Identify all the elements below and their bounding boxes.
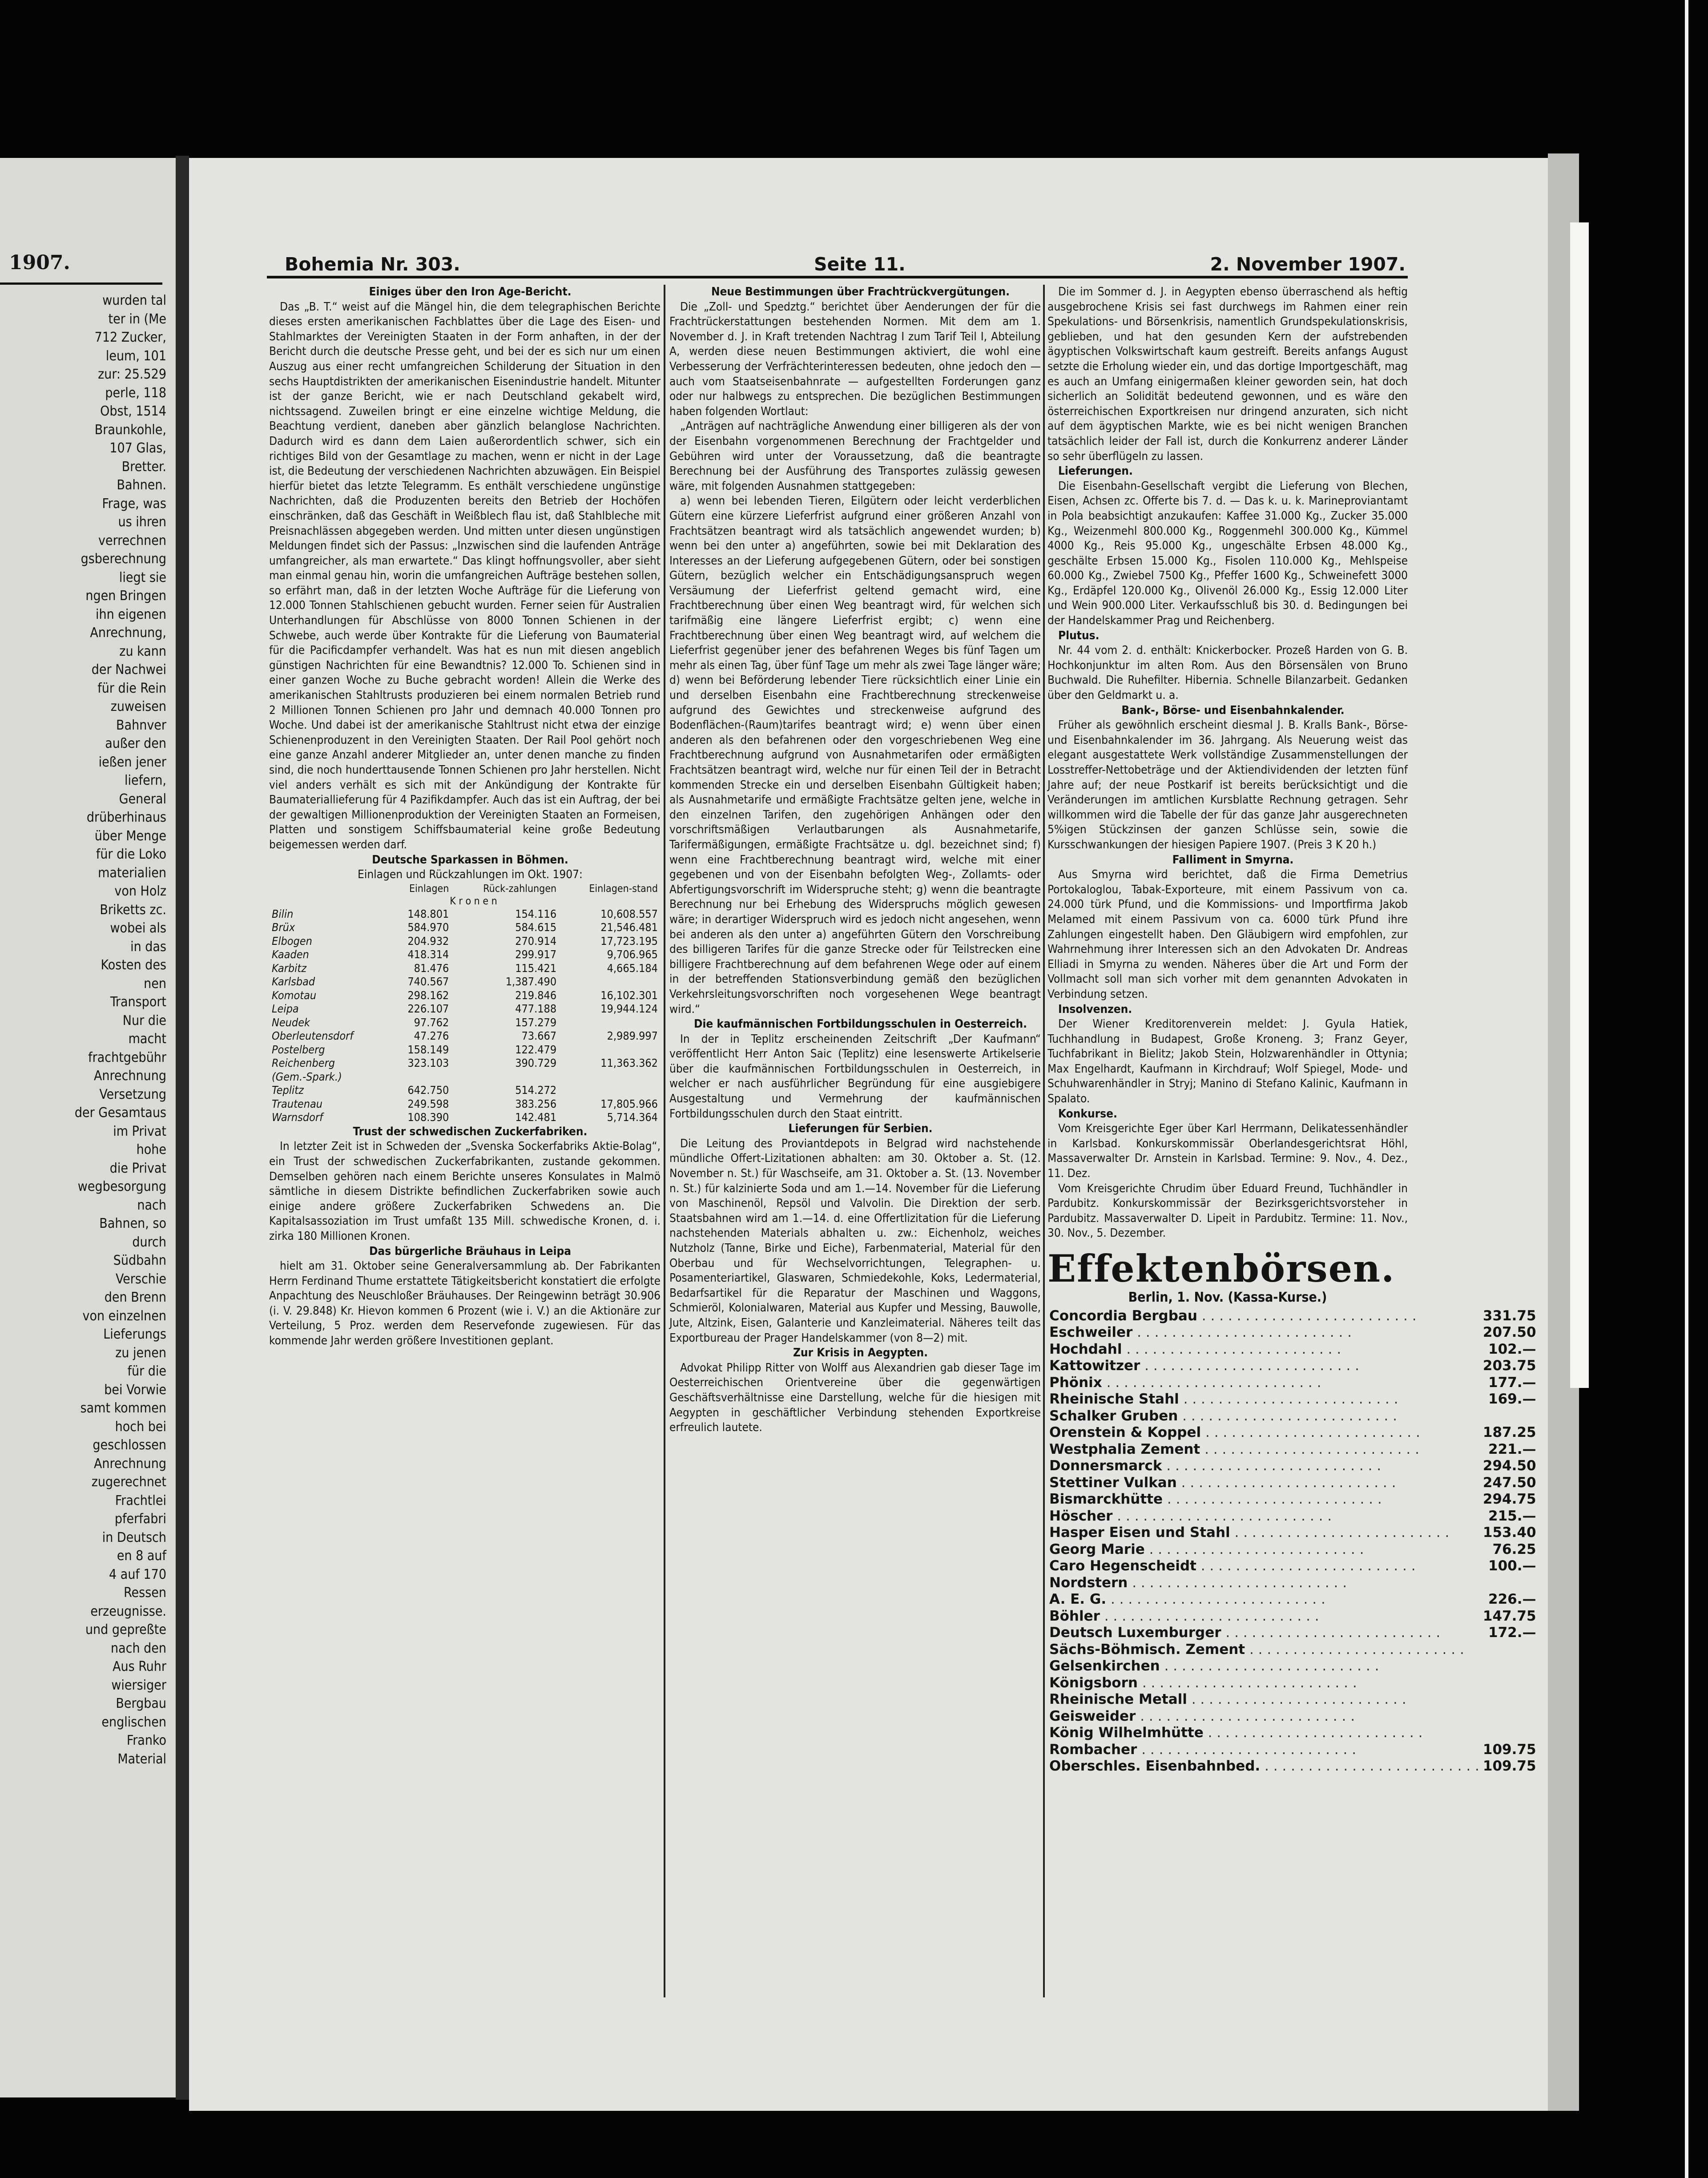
egypt-crisis-text: Advokat Philipp Ritter von Wolff aus Alexandrien gab dieser Tage im Oesterreichischen Orientvereine über die gegenwärtigen Geschäftsverhältnisse eine Darstellung, welche für die hiesigen mit Aegypten in geschäftlicher Verbindung stehenden Exportkreise erfreulich lautete. (669, 1361, 1041, 1435)
stock-price (1481, 1675, 1538, 1692)
left-page-date: 1907. (9, 251, 70, 274)
stock-name: Nordstern . . . (1047, 1575, 1481, 1592)
stock-name: Schalker Gruben . . . (1047, 1408, 1481, 1425)
page-header (285, 254, 1406, 276)
savings-value: 249.598 (407, 1097, 449, 1110)
stock-quote-row (1047, 1558, 1538, 1575)
stock-name: A. E. G. . . . (1047, 1591, 1481, 1608)
savings-value: 740.567 (407, 975, 449, 988)
savings-value: 10,608.557 (600, 907, 658, 920)
stock-price: 109.75 (1482, 1758, 1536, 1775)
freight-text-3: a) wenn bei lebenden Tieren, Eilgütern oder leicht verderblichen Gütern eine kürzere Lieferfrist aufgrund einer größeren Anzahl von Frachtsätzen beantragt wird als tatsächlich angewendet wurden; b) wenn bei den unter a) angeführten, sowie bei mit Deklaration des Interesses an der Lieferung aufgegebenen Gütern, oder bei sonstigen Gütern, bezüglich welcher ein Entschädigungsanspruch wegen Versäumung der Lieferfrist geltend gemacht wird, eine Frachtberechnung über einen Weg beantragt wird, für welchen sich tarifmäßig eine längere Lieferfrist ergibt; c) wenn eine Frachtberechnung über einen Weg beantragt wird, auf welchem die Lieferfrist gegenüber jener des befahrenen Weges bis fünf Tagen um mehr als einen Tag, über fünf Tage um mehr als zwei Tage länger wäre; d) wenn bei Beförderung lebender Tiere rücksichtlich einer Linie ein und derselben Eisenbahn eine Frachtberechnung streckenweise aufgrund des Gewichtes und streckenweise aufgrund des Bodenflächen-(Raum)tarifes beantragt wird; e) wenn über einen anderen als den befahrenen oder den vorgeschriebenen Weg eine Frachtberechnung aufgrund von Ausnahmetarifen oder ermäßigten Frachtsätzen beantragt wird, welche nur für einen Teil der in Betracht kommenden Strecke ein und derselben Eisenbahn Gültigkeit haben; als Ausnahmetarife und ermäßigte Frachtsätze gelten jene, welche in den einzelnen Tarifen, den zugehörigen Anhängen oder den vorschriftsmäßigen Verlautbarungen als Ausnahmetarife, Tarifermäßigungen, ermäßigte Frachtsätze u. dgl. bezeichnet sind; f) wenn eine Frachtberechnung beantragt wird, welche mit einer gegebenen und von der Eisenbahn befolgten Weg-, Zollamts- oder Abfertigungsvorschrift im Widerspruche steht; g) wenn die beantragte Berechnung nur bei Erhebung des Widerspruchs möglich gewesen wäre; in derartiger Widerspruch wird es jedoch nicht angesehen, wenn bei anderen als den unter a) angeführten Gütern den Vorschreibung des billigeren Tarifes für die ganze Strecke oder für Teilstrecken eine billigere Frachtberechnung auf dem befahrenen Wege oder auf einem in der betreffenden Stationsverbindung gemäß den bezüglichen Verkehrsleitungsvorschriften noch vorgesehenen Wege beantragt wird.“ (669, 494, 1041, 1016)
stock-name: Phönix . . . (1047, 1375, 1481, 1392)
egypt-crisis-title: Zur Krisis in Aegypten. (793, 1346, 928, 1360)
stock-quote-row (1047, 1575, 1538, 1592)
stock-price: 147.75 (1482, 1608, 1536, 1624)
savings-value: 9,706.965 (607, 948, 658, 961)
column-3 (1047, 285, 1536, 1775)
savings-title: Deutsche Sparkassen in Böhmen. (372, 853, 568, 867)
savings-col-balance: Einlagen-stand (589, 883, 658, 895)
savings-place: Bilin (272, 907, 294, 920)
savings-value (559, 1084, 661, 1097)
savings-value: 81.476 (414, 961, 449, 975)
stock-price: 247.50 (1482, 1474, 1536, 1491)
stock-name: Concordia Bergbau . . . (1047, 1308, 1481, 1325)
sugar-trust-text: In letzter Zeit ist in Schweden der „Svenska Sockerfabriks Aktie-Bolag“, ein Trust der schwedischen Zuckerfabrikanten, zustande gekommen. Demselben gehören nach einem Berichte unseres Konsulates in Malmö sämtliche in diesem Distrikte befindlichen Zuckerfabriken sowie auch einige andere größere Zuckerfabriken Schwedens an. Die Kapitalsassoziation im Trust umfaßt 135 Mill. schwedische Kronen, d. i. zirka 180 Millionen Kronen. (269, 1140, 661, 1243)
stock-name: Sächs-Böhmisch. Zement . . . (1047, 1642, 1481, 1658)
savings-row (269, 1057, 661, 1070)
stock-quote-row (1047, 1308, 1538, 1325)
savings-row (269, 1016, 661, 1030)
stock-name: Donnersmarck . . . (1047, 1458, 1481, 1475)
savings-value: 4,665.184 (607, 961, 658, 975)
savings-row (269, 1084, 661, 1097)
stock-name: Rombacher . . . (1047, 1742, 1481, 1759)
savings-value: 115.421 (515, 961, 557, 975)
savings-value (559, 1016, 661, 1030)
stock-price: 153.40 (1482, 1525, 1536, 1541)
savings-row (269, 962, 661, 976)
savings-place: Komotau (272, 988, 317, 1002)
stock-exchange-title: Effektenbörsen. (1047, 1246, 1395, 1291)
savings-col-withdrawals: Rück-zahlungen (483, 883, 557, 895)
bankruptcies-title: Konkurse. (1058, 1107, 1117, 1121)
stock-name: Westphalia Zement . . . (1047, 1441, 1481, 1458)
stock-price: 294.50 (1482, 1458, 1536, 1474)
savings-row (269, 1029, 661, 1043)
commercial-schools-text: In der in Teplitz erscheinenden Zeitschrift „Der Kaufmann“ veröffentlicht Herr Anton Saic (Teplitz) eine lesenswerte Artikelserie über die kaufmännischen Fortbildungsschulen in Oesterreich, in welcher er nach ausführlicher Begründung für eine ausgiebigere Ausgestaltung und Vermehrung der kaufmännischen Fortbildungsschulen durch den Staat eintritt. (669, 1032, 1041, 1121)
savings-unit: K r o n e n (450, 895, 497, 907)
stock-quote-row (1047, 1491, 1538, 1508)
brewery-text: hielt am 31. Oktober seine Generalversammlung ab. Der Fabrikanten Herrn Ferdinand Thume erstattete Tätigkeitsbericht konstatiert die erfolgte Anpachtung des Neuschloßer Bräuhauses. Der Reingewinn beträgt 30.906 (i. V. 29.848) Kr. Hievon kommen 6 Prozent (wie i. V.) an die Aktionäre zur Verteilung, 5 Proz. werden dem Reservefonde zugewiesen. Für das kommende Jahr werden größere Investitionen geplant. (269, 1259, 661, 1348)
header-date: 2. November 1907. (1210, 254, 1406, 275)
stock-price (1481, 1691, 1538, 1708)
stock-name: Höscher . . . (1047, 1508, 1481, 1525)
savings-value: 477.188 (515, 1002, 557, 1016)
left-page-rule (0, 282, 162, 285)
savings-place: Karlsbad (272, 975, 315, 988)
stock-price: 76.25 (1492, 1541, 1536, 1557)
savings-place: Trautenau (272, 1097, 323, 1110)
savings-place: Kaaden (272, 948, 309, 961)
savings-row (269, 975, 661, 989)
savings-value: 298.162 (407, 988, 449, 1002)
savings-value: 148.801 (407, 907, 449, 920)
stock-name: Gelsenkirchen . . . (1047, 1658, 1481, 1675)
column-1 (269, 285, 661, 1349)
stock-exchange-subtitle: Berlin, 1. Nov. (Kassa-Kurse.) (1128, 1290, 1327, 1305)
savings-value: 514.272 (515, 1084, 557, 1097)
stock-quote-row (1047, 1441, 1538, 1458)
savings-row (269, 1002, 661, 1016)
stock-quote-row (1047, 1475, 1538, 1492)
savings-place: Postelberg (272, 1043, 325, 1056)
insolvencies-title: Insolvenzen. (1058, 1002, 1132, 1016)
savings-place: Warnsdorf (272, 1111, 323, 1124)
stock-quote-row (1047, 1675, 1538, 1692)
savings-header-row (269, 883, 661, 895)
stock-price (1481, 1642, 1538, 1658)
savings-value: 21,546.481 (600, 921, 658, 934)
savings-value: 157.279 (515, 1016, 557, 1029)
page-gutter (176, 156, 189, 2100)
savings-row (269, 1070, 661, 1084)
stock-price (1481, 1408, 1538, 1425)
savings-col-deposits: Einlagen (409, 883, 449, 895)
insolvencies-text: Der Wiener Kreditorenverein meldet: J. Gyula Hatiek, Tuchhandlung in Budapest, Große Kroneng. 3; Franz Geyer, Tuchfabrikant in Bielitz; Jakob Stein, Holzwarenhändler in Ottynia; Max Engelhardt, Kaufmann in Kirchdrauf; Wolf Spiegel, Mode- und Schuhwarenhändler in Stryj; Manino di Stefano Kalinic, Kaufmann in Spalato. (1047, 1017, 1408, 1106)
savings-value (559, 1043, 661, 1057)
stock-name: Königsborn . . . (1047, 1675, 1481, 1692)
stock-quote-row (1047, 1658, 1538, 1675)
savings-place: Oberleutensdorf (272, 1029, 354, 1043)
plutus-text: Nr. 44 vom 2. d. enthält: Knickerbocker. Prozeß Harden von G. B. Hochkonjunktur im alten Rom. Aus den Börsensälen von Bruno Buchwald. Die Ruhefilter. Hibernia. Schnelle Bilanzarbeit. Gedanken über den Geldmarkt u. a. (1047, 644, 1408, 702)
savings-value: 47.276 (414, 1029, 449, 1043)
stock-price (1481, 1708, 1538, 1725)
stock-quote-row (1047, 1508, 1538, 1525)
stock-quote-row (1047, 1375, 1538, 1392)
stock-name: Stettiner Vulkan . . . (1047, 1475, 1481, 1492)
stock-name: Caro Hegenscheidt . . . (1047, 1558, 1481, 1575)
stock-price: 226.— (1488, 1591, 1536, 1608)
stock-price: 294.75 (1482, 1491, 1536, 1508)
savings-value: 584.615 (515, 921, 557, 934)
stock-quote-row (1047, 1708, 1538, 1725)
savings-row (269, 989, 661, 1003)
film-edge-line (1685, 0, 1688, 2178)
stock-price: 331.75 (1482, 1307, 1536, 1324)
savings-place: Reichenberg (272, 1057, 335, 1070)
savings-row (269, 1043, 661, 1057)
stock-price: 100.— (1488, 1558, 1536, 1574)
stock-price (1481, 1725, 1538, 1742)
stock-price: 215.— (1488, 1508, 1536, 1524)
stock-price: 109.75 (1482, 1741, 1536, 1758)
stock-price: 203.75 (1482, 1358, 1536, 1374)
stock-price: 207.50 (1482, 1324, 1536, 1341)
savings-value: 323.103 (407, 1057, 449, 1070)
savings-row (269, 948, 661, 962)
savings-place: Neudek (272, 1016, 310, 1029)
stock-price: 221.— (1488, 1441, 1536, 1457)
savings-place: (Gem.-Spark.) (272, 1070, 342, 1083)
stock-name: Geisweider . . . (1047, 1708, 1481, 1725)
stock-name: Orenstein & Koppel . . . (1047, 1424, 1481, 1441)
serbia-deliveries-text: Die Leitung des Proviantdepots in Belgrad wird nachstehende mündliche Offert-Lizitationen abhalten: am 30. Oktober a. St. (12. November n. St.) für Waschseife, am 31. Oktober a. St. (13. November n. St.) für kalzinierte Soda und am 1.—14. November für die Lieferung von Maschinenöl, Repsöl und Valvolin. Die Direktion der serb. Staatsbahnen wird am 1.—14. d. eine Offertlizitation für die Lieferung nachstehenden Materials abhalten u. zw.: Eichenholz, weiches Nutzholz (Tanne, Birke und Eiche), Farbenmaterial, Material für den Oberbau und für Wechselvorrichtungen, Telegraphen- u. Posamenteriartikel, Glaswaren, Schmiedekohle, Koks, Ledermaterial, Bedarfsartikel für die Reparatur der Maschinen und Waggons, Schmieröl, Kolonialwaren, Material aus Kupfer und Messing, Bauwolle, Jute, Altzink, Eisen, Galanterie und Kanzleimaterial. Näheres teilt das Exportbureau der Prager Handelskammer (von 8—2) mit. (669, 1137, 1041, 1345)
savings-value (559, 1070, 661, 1084)
savings-value: 1,387.490 (505, 975, 557, 988)
freight-text-1: Die „Zoll- und Spedztg.“ berichtet über Aenderungen der für die Frachtrückerstattungen bestehenden Normen. Mit dem am 1. November d. J. in Kraft tretenden Nachtrag I zum Tarif Teil I, Abteilung A, werden diese neuen Bestimmungen aktiviert, die wohl eine Verbesserung der Verfrächterinteressen bedeuten, ohne jedoch den — auch vom Staatseisenbahnrate — aufgestellten Forderungen ganz oder nur halbwegs zu entsprechen. Die bezüglichen Bestimmungen haben folgenden Wortlaut: (669, 300, 1041, 418)
savings-place: Teplitz (272, 1084, 304, 1097)
plutus-title: Plutus. (1058, 629, 1100, 642)
stock-name: Böhler . . . (1047, 1608, 1481, 1625)
stock-name: Bismarckhütte . . . (1047, 1491, 1481, 1508)
calendar-text: Früher als gewöhnlich erscheint diesmal J. B. Kralls Bank-, Börse- und Eisenbahnkalender im 36. Jahrgang. Als Neuerung weist das elegant ausgestattete Werk vollständige Zusammenstellungen der Losstreffer-Nettobeträge und der Aktiendividenden der letzten fünf Jahre auf; der neue Postkarif ist bereits berücksichtigt und die Veränderungen im amtlichen Kursblatte Rechnung getragen. Sehr willkommen wird die Tabelle der für das ganze Jahr ausgerechneten 5%igen Stückzinsen der ganzen Schlüsse sein, sowie die Kursschwankungen der hiesigen Papiere 1907. (Preis 3 K 20 h.) (1047, 718, 1408, 851)
stock-quote-row (1047, 1341, 1538, 1358)
calendar-title: Bank-, Börse- und Eisenbahnkalender. (1121, 703, 1345, 717)
savings-value (388, 1070, 451, 1084)
stock-price: 177.— (1488, 1374, 1536, 1391)
savings-value: 226.107 (407, 1002, 449, 1016)
column-rule-2 (1043, 285, 1045, 1997)
header-rule (267, 276, 1408, 278)
savings-value: 108.390 (407, 1111, 449, 1124)
header-publication: Bohemia Nr. 303. (285, 254, 460, 275)
header-page-number: Seite 11. (814, 254, 906, 275)
savings-value: 383.256 (515, 1097, 557, 1110)
stock-quote-row (1047, 1758, 1538, 1775)
savings-value: 97.762 (414, 1016, 449, 1029)
stock-name: Oberschles. Eisenbahnbed. . . . (1047, 1758, 1481, 1775)
savings-place: Karbitz (272, 961, 307, 975)
stock-quote-row (1047, 1324, 1538, 1341)
savings-value: 5,714.364 (607, 1111, 658, 1124)
savings-value: 73.667 (521, 1029, 557, 1043)
savings-value: 11,363.362 (600, 1057, 658, 1070)
stock-quote-row (1047, 1742, 1538, 1759)
column-rule-1 (664, 285, 665, 1997)
stock-quotes-table (1047, 1308, 1538, 1775)
savings-value: 418.314 (407, 948, 449, 961)
savings-value: 299.917 (515, 948, 557, 961)
savings-row (269, 935, 661, 948)
savings-value: 270.914 (515, 934, 557, 948)
iron-age-text: Das „B. T.“ weist auf die Mängel hin, die dem telegraphischen Berichte dieses ersten amerikanischen Fachblattes über die Lage des Eisen- und Stahlmarktes der Vereinigten Staaten in der Form anhaften, in der der Bericht durch die deutsche Presse geht, und bei der es sich nur um einen Auszug aus einer recht umfangreichen Schilderung der Situation in den sechs Hauptdistrikten der amerikanischen Eisenindustrie handelt. Mitunter ist der ganze Bericht, wie er nach Deutschland gekabelt wird, nichtssagend. Zuweilen bringt er eine einzelne wichtige Meldung, die Beachtung verdient, daneben aber gänzlich belanglose Nachrichten. Dadurch wird es dann dem Laien außerordentlich schwer, sich ein richtiges Bild von der Gesamtlage zu machen, wenn er nicht in der Lage ist, die Bedeutung der verschiedenen Nachrichten abzuwägen. Ein Beispiel hierfür bietet das letzte Telegramm. Es enthält verschiedene ungünstige Nachrichten, daß die Produzenten bereits den Betrieb der Hochöfen einschränken, daß das Geschäft in Weißblech flau ist, daß Stahlbleche mit Preisnachlässen abgegeben werden. Und mitten unter diesen ungünstigen Meldungen findet sich der Passus: „Inzwischen sind die laufenden Anträge umfangreicher, als man erwartete.“ Das klingt hoffnungsvoller, aber sieht man einmal genau hin, worin die umfangreichen Aufträge bestehen sollen, so erfährt man, daß in der letzten Woche Aufträge für die Lieferung von 12.000 Tonnen Stahlschienen gebucht wurden. Ferner seien für Australien Unterhandlungen für Abschlüsse von 8000 Tonnen Schienen in der Schwebe, auch werde über Kontrakte für die Lieferung von Baumaterial für die Pacificdampfer verhandelt. Was hat es nun mit diesen angeblich günstigen Nachrichten für eine Bewandtnis? 12.000 To. Schienen sind in einer ganzen Woche zu Buche gebracht worden! Allein die Werke des amerikanischen Stahltrusts produzieren bei einem normalen Betrieb rund 2 Millionen Tonnen Schienen pro Jahr und demnach 40.000 Tonnen pro Woche. Und dabei ist der amerikanische Stahltrust nicht etwa der einzige Schienenproduzent in den Vereinigten Staaten. Der Rail Pool gehört noch eine ganze Anzahl anderer Mitglieder an, unter denen manche zu finden sind, die noch hunderttausende Tonnen Schienen pro Jahr herstellen. Nicht viel anders verhält es sich mit der Ankündigung der Kontrakte für Baumateriallieferung für 4 Pazifikdampfer. Auch das ist ein Auftrag, der bei der gewaltigen Millionenproduktion der Vereinigten Staaten an Formeisen, Platten und sonstigem Schiffsbaumaterial keine große Bedeutung beigemessen werden darf. (269, 300, 661, 851)
savings-value: 16,102.301 (600, 988, 658, 1002)
sugar-trust-title: Trust der schwedischen Zuckerfabriken. (353, 1125, 588, 1138)
savings-value: 17,805.966 (600, 1097, 658, 1110)
savings-place: Elbogen (272, 934, 312, 948)
freight-title: Neue Bestimmungen über Frachtrückvergütungen. (711, 285, 1010, 298)
stock-quote-row (1047, 1424, 1538, 1441)
stock-name: Eschweiler . . . (1047, 1324, 1481, 1341)
savings-table (269, 883, 661, 1125)
stock-quote-row (1047, 1408, 1538, 1425)
savings-value (451, 1070, 559, 1084)
savings-value: 142.481 (515, 1111, 557, 1124)
stock-name: Georg Marie . . . (1047, 1541, 1481, 1558)
savings-row (269, 1097, 661, 1111)
stock-quote-row (1047, 1541, 1538, 1558)
savings-subtitle: Einlagen und Rückzahlungen im Okt. 1907: (358, 868, 583, 882)
savings-value: 2,989.997 (607, 1029, 658, 1043)
savings-row (269, 921, 661, 935)
stock-quote-row (1047, 1525, 1538, 1541)
stock-name: Deutsch Luxemburger . . . (1047, 1625, 1481, 1642)
savings-value: 17,723.195 (600, 934, 658, 948)
stock-quote-row (1047, 1391, 1538, 1408)
stock-name: Hasper Eisen und Stahl . . . (1047, 1525, 1481, 1541)
savings-value: 154.116 (515, 907, 557, 920)
stock-price (1481, 1575, 1538, 1592)
savings-value: 584.970 (407, 921, 449, 934)
stock-name: König Wilhelmhütte . . . (1047, 1725, 1481, 1742)
left-page-text: wurden tal ter in (Me 712 Zucker, leum, 101 zur: 25.529 perle, 118 Obst, 1514 Braunkohle, 107 Glas, Bretter. Bahnen. Frage, was us ihren verrechnen gsberechnung liegt sie ngen Bringen ihn eigenen Anrechnung, zu kann der Nachwei für die Rein zuweisen Bahnver außer den ießen jener liefern, General drüberhinaus über Menge für die Loko materialien von Holz Briketts zc. wobei als in das Kosten des nen Transport Nur die macht frachtgebühr Anrechnung Versetzung der Gesamtaus im Privat hohe die Privat wegbesorgung nach Bahnen, so durch Südbahn Verschie den Brenn von einzelnen Lieferungs zu jenen für die bei Vorwie samt kommen hoch bei geschlossen Anrechnung zugerechnet Frachtlei pferfabri in Deutsch en 8 auf 4 auf 170 Ressen erzeugnisse. und gepreßte nach den Aus Ruhr wiersiger Bergbau englischen Franko Material (74, 293, 166, 1767)
left-page-fragment (0, 158, 176, 2097)
stock-quote-row (1047, 1458, 1538, 1475)
iron-age-title: Einiges über den Iron Age-Bericht. (369, 285, 572, 298)
brewery-title: Das bürgerliche Bräuhaus in Leipa (369, 1244, 571, 1258)
stock-quote-row (1047, 1358, 1538, 1375)
serbia-deliveries-title: Lieferungen für Serbien. (788, 1122, 933, 1136)
page-tab-strip (1570, 222, 1589, 1388)
savings-value: 204.932 (407, 934, 449, 948)
stock-name: Hochdahl . . . (1047, 1341, 1481, 1358)
stock-price: 169.— (1488, 1391, 1536, 1408)
stock-name: Kattowitzer . . . (1047, 1358, 1481, 1375)
stock-name: Rheinische Stahl . . . (1047, 1391, 1481, 1408)
stock-name: Rheinische Metall . . . (1047, 1691, 1481, 1708)
egypt-crisis-continued: Die im Sommer d. J. in Aegypten ebenso überraschend als heftig ausgebrochene Krisis sei fast durchwegs im Rahmen einer rein Spekulations- und Börsenkrisis, namentlich Grundspekulationskrisis, geblieben, und hat den gesunden Kern der aufstrebenden ägyptischen Volkswirtschaft kaum gestreift. Bereits anfangs August setzte die Erholung wieder ein, und das dortige Importgeschäft, mag es auch an Umfang einigermaßen kleiner geworden sein, hat doch sicherlich an Solidität bedeutend gewonnen, und es wäre den österreichischen Exportkreisen nur dringend anzuraten, sich nicht auf dem ägyptischen Markte, wie es bei nicht wenigen Branchen tatsächlich leider der Fall ist, durch die Konkurrenz anderer Länder so sehr überflügeln zu lassen. (1047, 285, 1408, 463)
savings-row (269, 908, 661, 921)
savings-value: 219.846 (515, 988, 557, 1002)
stock-quote-row (1047, 1625, 1538, 1642)
smyrna-title: Falliment in Smyrna. (1172, 853, 1294, 867)
savings-value (559, 975, 661, 989)
stock-quote-row (1047, 1608, 1538, 1625)
smyrna-text: Aus Smyrna wird berichtet, daß die Firma Demetrius Portokaloglou, Tabak-Exporteure, mit einem Passivum von ca. 24.000 türk Pfund, und die Kommissions- und Importfirma Jakob Melamed mit einem Passivum von ca. 6000 türk Pfund ihre Zahlungen eingestellt haben. Den Gläubigern wird empfohlen, zur Wahrnehmung ihrer Interessen sich an den Advokaten Dr. Andreas Elliadi in Smyrna zu wenden. Näheres über die Art und Form der Vollmacht soll man sich vorher mit dem genannten Advokaten in Verbindung setzen. (1047, 868, 1408, 1001)
stock-quote-row (1047, 1725, 1538, 1742)
deliveries-text: Die Eisenbahn-Gesellschaft vergibt die Lieferung von Blechen, Eisen, Achsen zc. Offerte bis 7. d. — Das k. u. k. Marineproviantamt in Pola beabsichtigt anzukaufen: Kaffee 31.000 Kg., Zucker 35.000 Kg., Weizenmehl 800.000 Kg., Roggenmehl 300.000 Kg., Kümmel 4000 Kg., Reis 95.000 Kg., ungeschälte Erbsen 48.000 Kg., geschälte Erbsen 15.000 Kg., Fisolen 110.000 Kg., Mehlspeise 60.000 Kg., Zwiebel 7500 Kg., Pfeffer 1600 Kg., Schweinefett 3000 Kg., Erdäpfel 120.000 Kg., Olivenöl 26.000 Kg., Essig 12.000 Liter und Wein 900.000 Liter. Verkaufsschluß bis 30. d. Bedingungen bei der Handelskammer Prag und Reichenberg. (1047, 479, 1408, 628)
column-2 (669, 285, 1041, 1436)
stock-quote-row (1047, 1591, 1538, 1608)
savings-value: 19,944.124 (600, 1002, 658, 1016)
savings-value: 158.149 (407, 1043, 449, 1056)
savings-place: Leipa (272, 1002, 299, 1016)
stock-price: 187.25 (1482, 1424, 1536, 1441)
bankruptcies-text-1: Vom Kreisgerichte Eger über Karl Herrmann, Delikatessenhändler in Karlsbad. Konkurskommissär Oberlandesgerichtsrat Höhl, Massaverwalter Dr. Arnstein in Karlsbad. Termine: 9. Nov., 4. Dez., 11. Dez. (1047, 1122, 1408, 1181)
savings-value: 122.479 (515, 1043, 557, 1056)
savings-place: Brüx (272, 921, 295, 934)
stock-price: 102.— (1488, 1341, 1536, 1357)
stock-quote-row (1047, 1642, 1538, 1658)
bankruptcies-text-2: Vom Kreisgerichte Chrudim über Eduard Freund, Tuchhändler in Pardubitz. Konkurskommissär der Bezirksgerichtsvorsteher in Pardubitz. Massaverwalter D. Lipeit in Pardubitz. Termine: 11. Nov., 30. Nov., 5. Dezember. (1047, 1182, 1408, 1240)
commercial-schools-title: Die kaufmännischen Fortbildungsschulen in Oesterreich. (693, 1017, 1027, 1031)
stock-price (1481, 1658, 1538, 1675)
savings-row (269, 1111, 661, 1125)
freight-text-2: „Anträgen auf nachträgliche Anwendung einer billigeren als der von der Eisenbahn vorgenommenen Berechnung der Frachtgelder und Gebühren wird unter der Voraussetzung, daß die beantragte Berechnung bei der Ausführung des Transportes zulässig gewesen wäre, mit folgenden Ausnahmen stattgegeben: (669, 419, 1041, 493)
deliveries-title: Lieferungen. (1058, 464, 1133, 478)
savings-value: 642.750 (407, 1084, 449, 1097)
stock-quote-row (1047, 1691, 1538, 1708)
savings-value: 390.729 (515, 1057, 557, 1070)
stock-price: 172.— (1488, 1625, 1536, 1641)
